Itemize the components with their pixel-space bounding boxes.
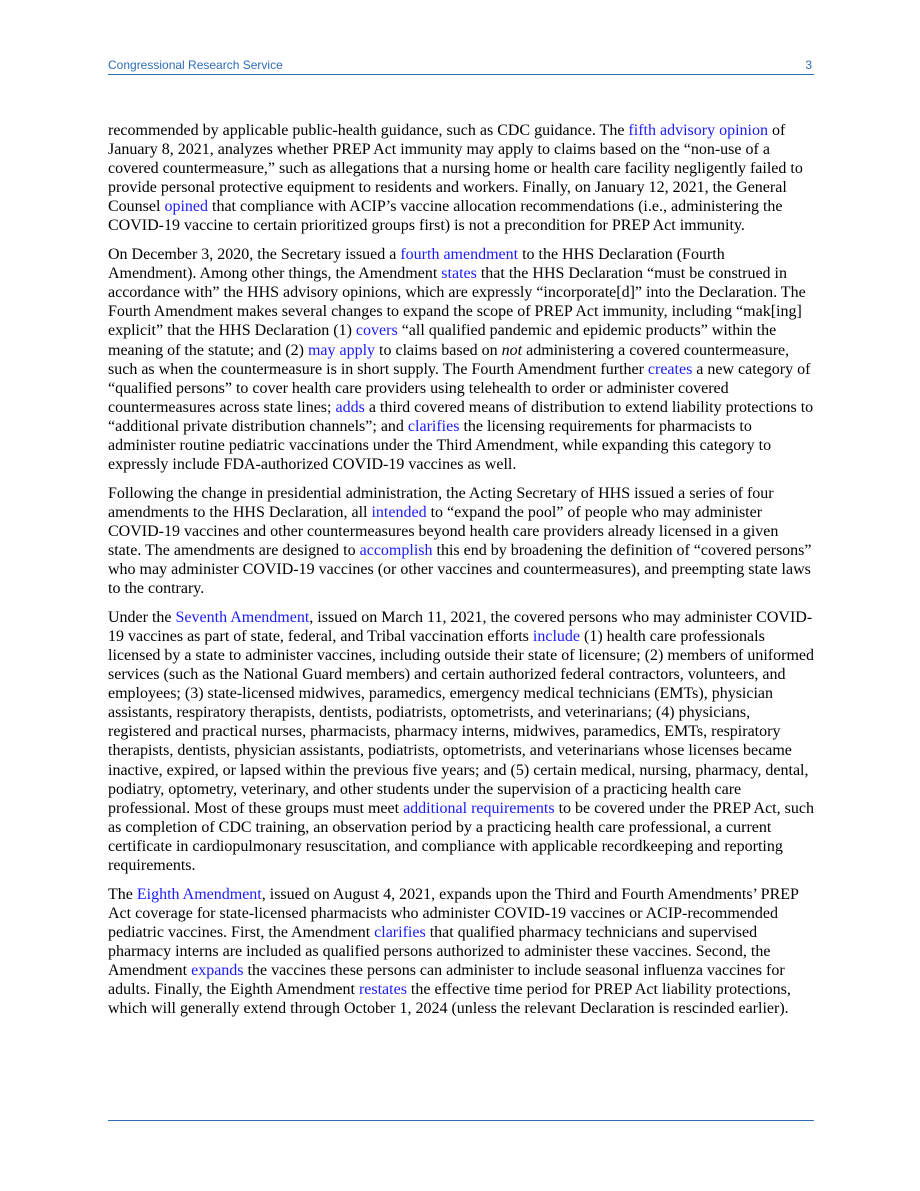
paragraph	[108, 484, 814, 599]
paragraph	[108, 121, 814, 236]
inline-link[interactable]: fifth advisory opinion	[628, 122, 768, 139]
text-run: “all qualified pandemic and epidemic products” within the meaning of the statute; and (2)	[108, 322, 777, 359]
text-run: to be covered under the PREP Act, such as completion of CDC training, an observation period by a practicing health care professional, a current certificate in cardiopulmonary resuscitation, and compliance with applicable recordkeeping and reporting requirements.	[108, 799, 814, 874]
inline-link[interactable]: may apply	[307, 341, 376, 359]
text-run: a third covered means of distribution to extend liability protections to “additional private distribution channels”; and	[108, 398, 814, 435]
paragraph	[108, 885, 814, 1019]
text-run: the effective time period for PREP Act liability protections, which will generally extend through October 1, 2024 (unless the relevant Declaration is rescinded earlier).	[108, 981, 791, 1018]
inline-link[interactable]: fourth amendment	[400, 246, 519, 264]
header-source: Congressional Research Service	[108, 58, 283, 72]
text-run: a new category of “qualified persons” to cover health care providers using telehealth to order or administer covered countermeasures across state lines;	[108, 360, 811, 416]
text-run: Following the change in presidential administration, the Acting Secretary of HHS issued a series of four amendments to the HHS Declaration, all	[108, 484, 774, 521]
text-run: , issued on August 4, 2021, expands upon the Third and Fourth Amendments’ PREP Act coverage for state-licensed pharmacists who administer COVID-19 vaccines or ACIP-recommended pediatric vaccines. First, the Amendment	[108, 885, 799, 941]
italic-text: not	[501, 341, 523, 359]
inline-link[interactable]: clarifies	[407, 417, 460, 435]
inline-link[interactable]: covers	[355, 322, 398, 340]
text-run: that compliance with ACIP’s vaccine allocation recommendations (i.e., administering the COVID-19 vaccine to certain prioritized groups first) is not a precondition for PREP Act immunity.	[108, 198, 783, 235]
body-text	[108, 121, 814, 1028]
text-run: The	[108, 885, 137, 903]
text-run: Under the	[108, 608, 176, 626]
inline-link[interactable]: states	[441, 265, 477, 283]
text-run: of January 8, 2021, analyzes whether PREP Act immunity may apply to claims based on the “non-use of a covered countermeasure,” such as allegations that a nursing home or health care facility negligently failed to provide personal protective equipment to residents and workers. Finally, on January 12, 2021, the General Counsel	[108, 122, 803, 216]
inline-link[interactable]: intended	[371, 503, 427, 521]
inline-link[interactable]: accomplish	[359, 541, 433, 559]
paragraph	[108, 245, 814, 474]
text-run: the licensing requirements for pharmacists to administer routine pediatric vaccinations under the Third Amendment, while expanding this category to expressly include FDA-authorized COVID-19 vaccines as well.	[108, 417, 772, 474]
text-run: to the HHS Declaration (Fourth Amendment). Among other things, the Amendment	[108, 246, 725, 283]
text-run: that qualified pharmacy technicians and supervised pharmacy interns are included as qualified persons authorized to administer these vaccines. Second, the Amendment	[108, 923, 771, 979]
inline-link[interactable]: Eighth Amendment	[136, 885, 262, 903]
text-run: recommended by applicable public-health guidance, such as CDC guidance. The	[108, 122, 629, 139]
text-run: this end by broadening the definition of “covered persons” who may administer COVID-19 vaccines (or other vaccines and countermeasures), and preempting state laws to the contrary.	[108, 541, 812, 598]
text-run: to “expand the pool” of people who may administer COVID-19 vaccines and other countermeasures beyond health care providers already licensed in a given state. The amendments are designed to	[108, 503, 779, 559]
inline-link[interactable]: restates	[358, 981, 407, 999]
text-run: On December 3, 2020, the Secretary issued a	[108, 246, 401, 264]
inline-link[interactable]: additional requirements	[403, 799, 555, 817]
paragraph	[108, 608, 814, 875]
inline-link[interactable]: expands	[191, 961, 244, 979]
inline-link[interactable]: adds	[335, 398, 365, 416]
text-run: the vaccines these persons can administer to include seasonal influenza vaccines for adults. Finally, the Eighth Amendment	[108, 961, 785, 999]
text-run: administering a covered countermeasure, such as when the countermeasure is in short supply. The Fourth Amendment further	[108, 341, 790, 378]
page-number: 3	[805, 58, 812, 72]
text-run: , issued on March 11, 2021, the covered persons who may administer COVID-19 vaccines as part of state, federal, and Tribal vaccination efforts	[108, 608, 813, 645]
inline-link[interactable]: include	[532, 627, 580, 645]
text-run: that the HHS Declaration “must be construed in accordance with” the HHS advisory opinions, which are expressly “incorporate[d]” into the Declaration. The Fourth Amendment makes several changes to expand the scope of PREP Act immunity, including “mak[ing] explicit” that the HHS Declaration (1)	[108, 265, 806, 340]
running-header	[108, 58, 814, 75]
inline-link[interactable]: opined	[164, 198, 208, 216]
footer-rule	[108, 1120, 814, 1121]
text-run: to claims based on	[375, 341, 502, 359]
inline-link[interactable]: clarifies	[374, 923, 426, 941]
inline-link[interactable]: Seventh Amendment	[175, 608, 310, 626]
inline-link[interactable]: creates	[647, 360, 693, 378]
text-run: (1) health care professionals licensed by a state to administer vaccines, including outside their state of licensure; (2) members of uniformed services (such as the National Guard members) and certain authorized federal contractors, volunteers, and employees; (3) state-licensed midwives, paramedics, emergency medical technicians (EMTs), physician assistants, respiratory therapists, dentists, podiatrists, optometrists, and veterinarians; (4) physicians, registered and practical nurses, pharmacists, pharmacy interns, midwives, paramedics, EMTs, respiratory therapists, dentists, physician assistants, podiatrists, optometrists, and veterinarians whose licenses became inactive, expired, or lapsed within the previous five years; and (5) certain medical, nursing, pharmacy, dental, podiatry, optometry, veterinary, and other students under the supervision of a practicing health care professional. Most of these groups must meet	[108, 627, 815, 817]
